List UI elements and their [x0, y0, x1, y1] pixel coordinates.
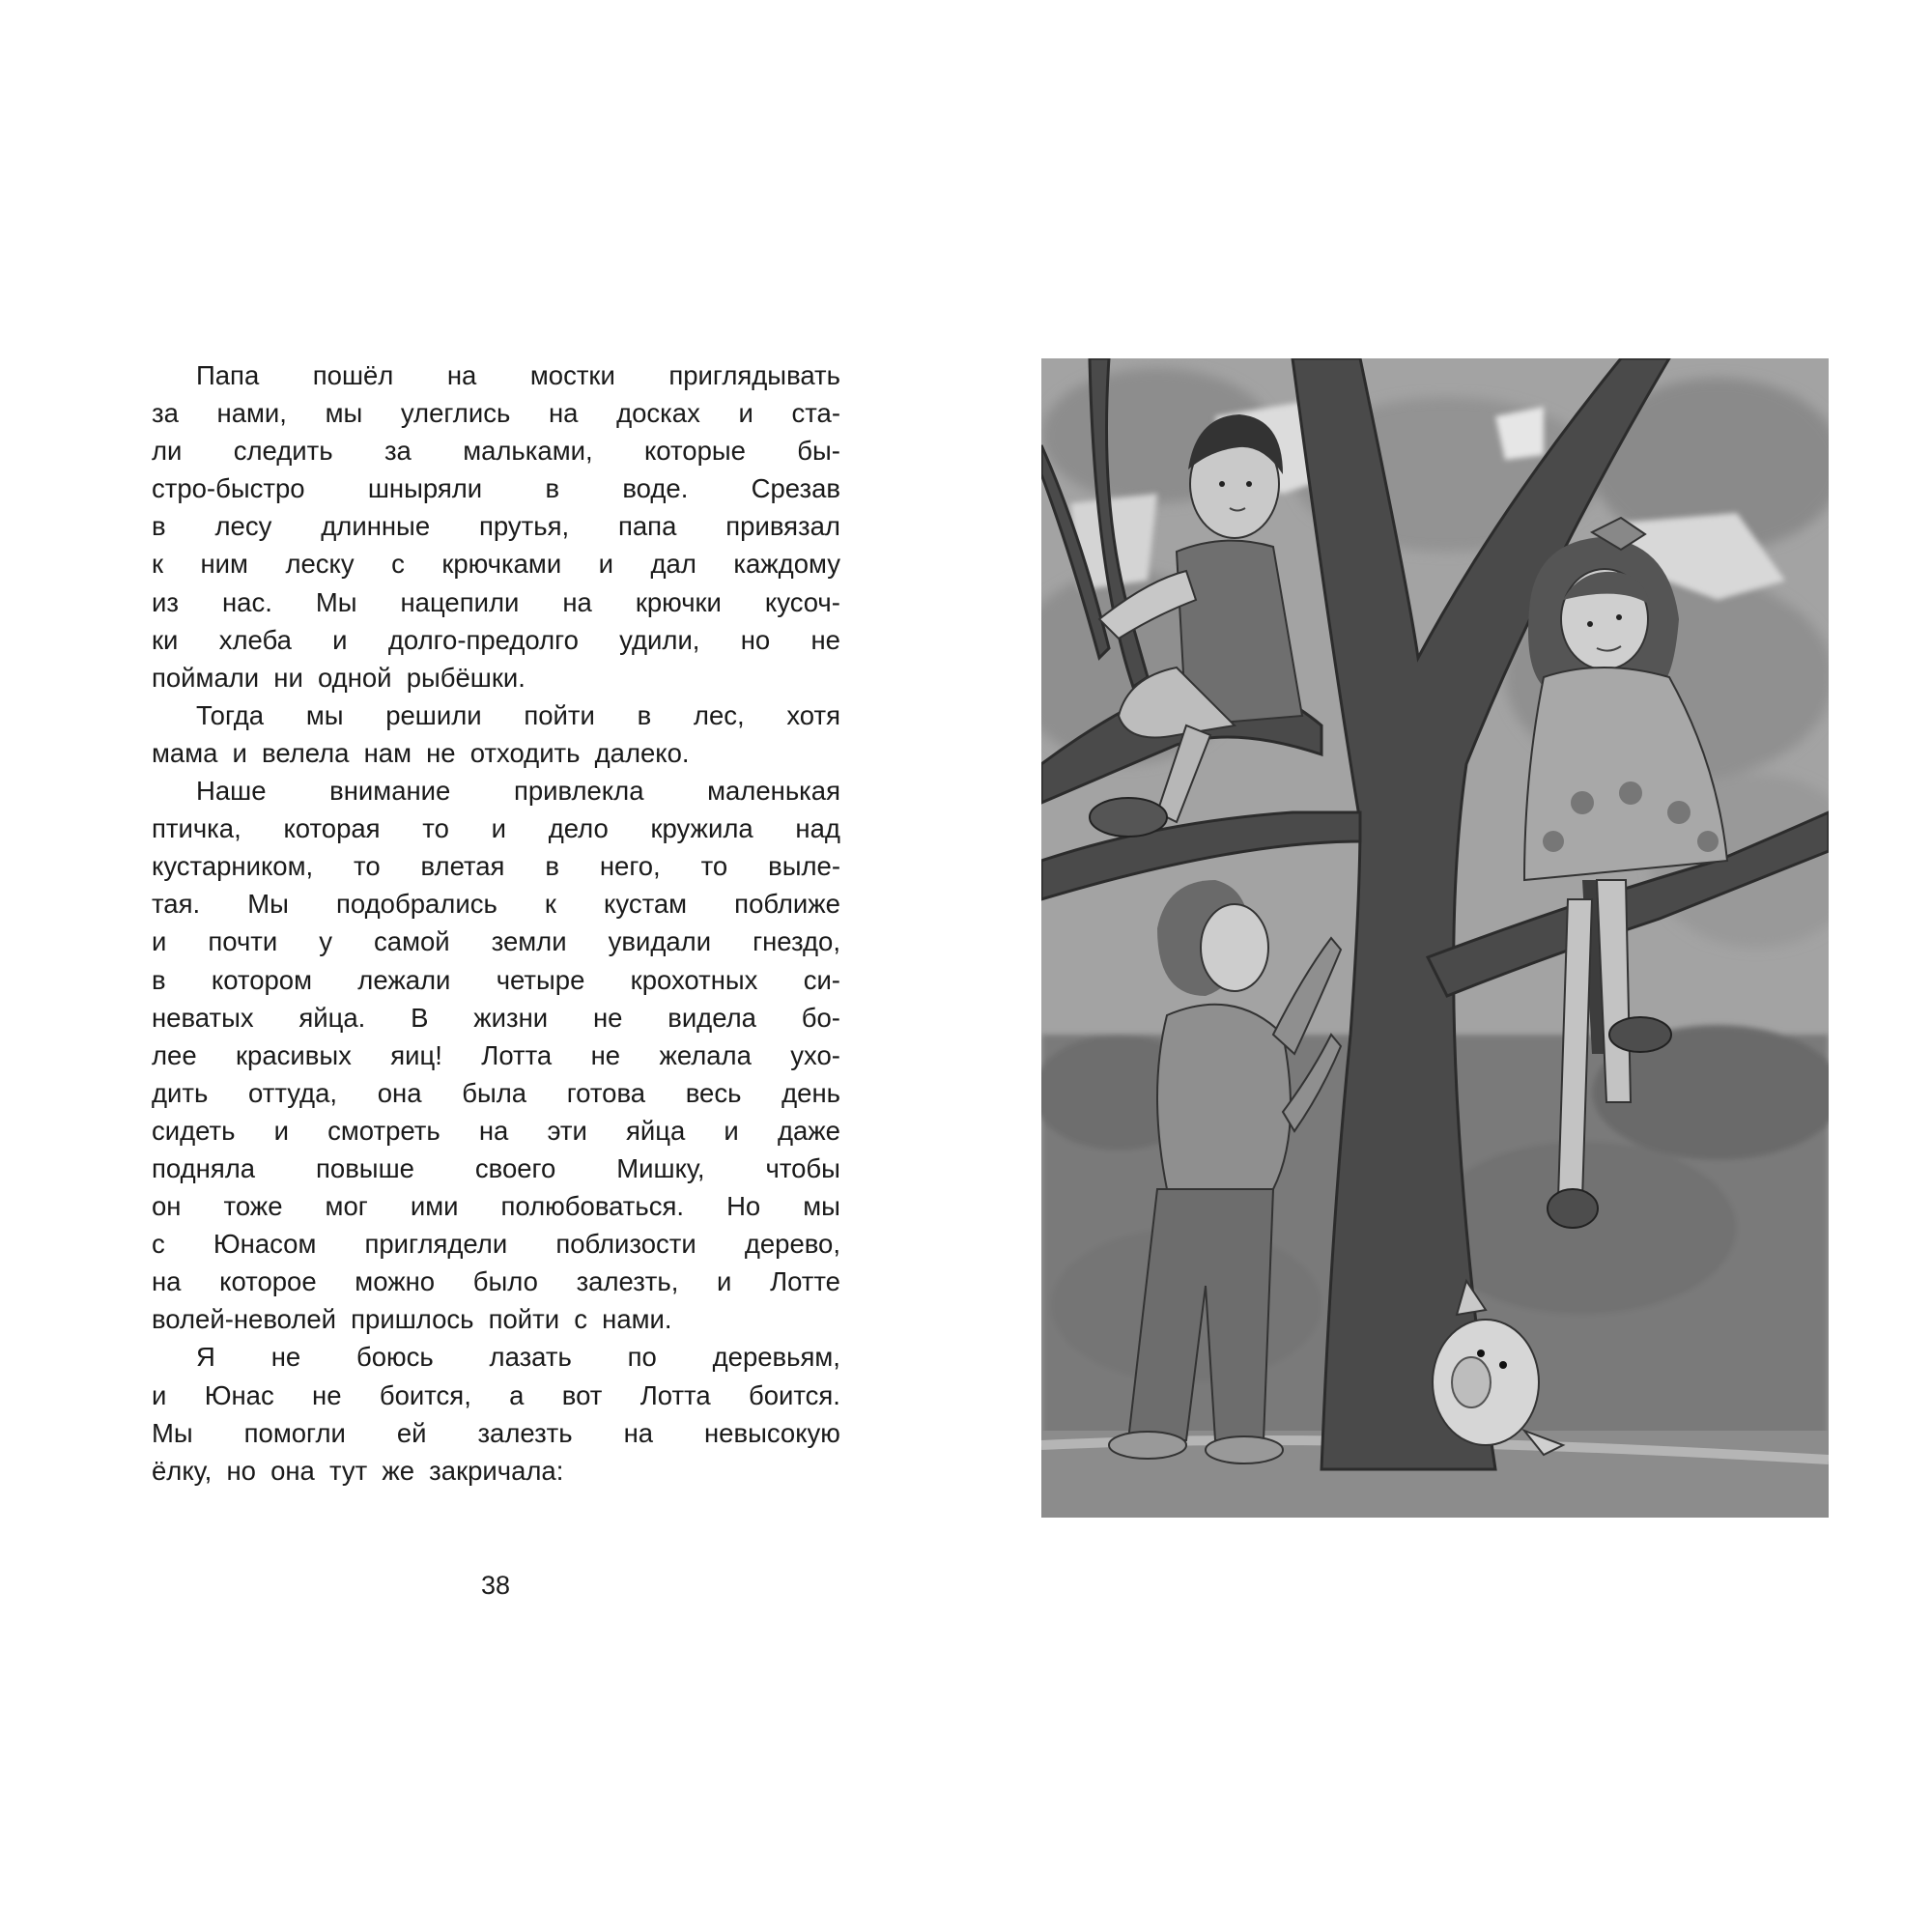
word: на	[478, 1115, 509, 1146]
word: Но	[726, 1191, 761, 1222]
text-line	[152, 810, 840, 847]
word: ими	[410, 1191, 459, 1222]
word: но	[226, 1455, 256, 1486]
word: него,	[599, 851, 661, 882]
word: лесу	[214, 511, 272, 542]
page-number: 38	[480, 1571, 511, 1600]
word: четыре	[496, 964, 585, 995]
illustration-art	[1041, 358, 1829, 1518]
word: пошёл	[312, 360, 394, 390]
word: нас.	[221, 586, 272, 617]
word: волей-неволей	[152, 1304, 337, 1335]
text-line	[152, 621, 840, 659]
word: на	[562, 586, 592, 617]
text-line	[152, 659, 840, 696]
word: и	[232, 737, 247, 768]
word: крючки	[635, 586, 722, 617]
word: кустарником,	[152, 851, 314, 882]
word: то	[422, 813, 449, 844]
text-line	[152, 847, 840, 885]
word: не	[312, 1379, 342, 1410]
word: и	[738, 398, 753, 429]
word: за	[152, 398, 179, 429]
word: стро-быстро	[152, 473, 305, 504]
word: досках	[616, 398, 700, 429]
word: к	[152, 549, 164, 580]
word: хлеба	[218, 624, 292, 655]
word: сидеть	[152, 1115, 236, 1146]
word: каждому	[733, 549, 840, 580]
word: котором	[211, 964, 312, 995]
word: Юнасом	[213, 1229, 317, 1260]
word: увидали	[608, 926, 712, 957]
word: неватых	[152, 1002, 254, 1033]
word: и	[724, 1115, 739, 1146]
text-line	[152, 1414, 840, 1452]
word: подобрались	[336, 889, 497, 920]
word: даже	[777, 1115, 840, 1146]
word: пойти	[488, 1304, 560, 1335]
word: поближе	[734, 889, 840, 920]
word: а	[509, 1379, 525, 1410]
word: Мы	[247, 889, 289, 920]
word: отходить	[469, 737, 581, 768]
word: воде.	[622, 473, 689, 504]
word: и	[491, 813, 506, 844]
word: красивых	[236, 1039, 352, 1070]
word: крохотных	[630, 964, 758, 995]
word: поблизости	[555, 1229, 696, 1260]
word: бо-	[801, 1002, 840, 1033]
word: с	[574, 1304, 588, 1335]
word: и	[152, 926, 167, 957]
word: приглядели	[364, 1229, 508, 1260]
word: за	[384, 436, 412, 467]
word: лежали	[357, 964, 451, 995]
body-text	[152, 356, 840, 1490]
word: на	[623, 1417, 654, 1448]
word: решили	[385, 699, 482, 730]
word: мы	[325, 398, 363, 429]
word: яйца.	[298, 1002, 366, 1033]
word: Мы	[315, 586, 357, 617]
word: лее	[152, 1039, 197, 1070]
word: леску	[285, 549, 355, 580]
word: одной	[317, 662, 392, 693]
illustration	[1041, 358, 1829, 1518]
word: подняла	[152, 1152, 256, 1183]
word: боится.	[748, 1379, 840, 1410]
text-line	[152, 1112, 840, 1150]
word: почти	[208, 926, 278, 957]
word: закричала:	[429, 1455, 564, 1486]
word: Юнас	[204, 1379, 274, 1410]
word: поймали	[152, 662, 260, 693]
word: птичка,	[152, 813, 242, 844]
word: Наше	[196, 776, 267, 807]
word: привязал	[725, 511, 840, 542]
word: далеко.	[594, 737, 690, 768]
word: желала	[659, 1039, 752, 1070]
word: пришлось	[351, 1304, 474, 1335]
word: в	[152, 964, 166, 995]
text-line	[152, 1377, 840, 1414]
text-line	[152, 1300, 840, 1338]
word: влетая	[420, 851, 505, 882]
word: нами,	[216, 398, 287, 429]
word: крючками	[441, 549, 562, 580]
word: она	[270, 1455, 315, 1486]
word: не	[426, 737, 456, 768]
word: внимание	[329, 776, 451, 807]
word: повыше	[316, 1152, 414, 1183]
word: нами.	[602, 1304, 672, 1335]
text-line	[152, 507, 840, 545]
word: не	[810, 624, 840, 655]
word: и	[598, 549, 614, 580]
word: и	[332, 624, 348, 655]
text-line	[152, 961, 840, 999]
word: Мишку,	[616, 1152, 705, 1183]
word: лес,	[693, 699, 745, 730]
word: на	[446, 360, 477, 390]
word: бы-	[797, 436, 840, 467]
text-line	[152, 772, 840, 810]
word: в	[637, 699, 652, 730]
word: на	[152, 1266, 182, 1297]
word: мы	[305, 699, 344, 730]
word: Я	[196, 1342, 215, 1373]
word: мостки	[529, 360, 615, 390]
word: кустам	[604, 889, 688, 920]
word: на	[548, 398, 579, 429]
text-line	[152, 394, 840, 432]
word: деревьям,	[712, 1342, 840, 1373]
word: Тогда	[196, 699, 265, 730]
text-line	[152, 696, 840, 734]
word: ей	[396, 1417, 427, 1448]
word: невысокую	[704, 1417, 840, 1448]
word: была	[462, 1077, 527, 1108]
word: прутья,	[479, 511, 570, 542]
word: мама	[152, 737, 218, 768]
word: Папа	[196, 360, 260, 390]
word: по	[627, 1342, 657, 1373]
word: кружила	[650, 813, 753, 844]
word: вот	[561, 1379, 603, 1410]
word: не	[590, 1039, 621, 1070]
word: дить	[152, 1077, 209, 1108]
word: В	[411, 1002, 429, 1033]
word: лазать	[489, 1342, 572, 1373]
word: Срезав	[751, 473, 840, 504]
word: шныряли	[367, 473, 483, 504]
word: мы	[803, 1191, 840, 1222]
word: кусоч-	[764, 586, 840, 617]
text-line	[152, 999, 840, 1037]
text-line	[152, 734, 840, 772]
word: ни	[273, 662, 303, 693]
word: маленькая	[707, 776, 840, 807]
word: гнездо,	[753, 926, 840, 957]
text-line	[152, 1150, 840, 1187]
word: полюбоваться.	[500, 1191, 685, 1222]
word: боюсь	[355, 1342, 434, 1373]
word: помогли	[243, 1417, 346, 1448]
word: которые	[643, 436, 746, 467]
word: которая	[283, 813, 381, 844]
word: ли	[152, 436, 183, 467]
text-line	[152, 1338, 840, 1376]
word: хотя	[786, 699, 840, 730]
word: яиц!	[390, 1039, 442, 1070]
word: смотреть	[327, 1115, 440, 1146]
word: дал	[650, 549, 696, 580]
word: было	[472, 1266, 538, 1297]
word: Лотта	[481, 1039, 553, 1070]
word: эти	[547, 1115, 587, 1146]
word: ухо-	[790, 1039, 840, 1070]
text-line	[152, 1452, 840, 1490]
word: следить	[233, 436, 333, 467]
word: у	[319, 926, 333, 957]
word: долго-предолго	[387, 624, 579, 655]
word: ки	[152, 624, 179, 655]
word: и	[717, 1266, 732, 1297]
word: длинные	[321, 511, 431, 542]
word: тоже	[223, 1191, 283, 1222]
word: то	[700, 851, 728, 882]
word: с	[391, 549, 405, 580]
text-line	[152, 1225, 840, 1263]
word: не	[270, 1342, 301, 1373]
word: над	[795, 813, 840, 844]
text-line	[152, 432, 840, 469]
word: тая.	[152, 889, 201, 920]
word: готова	[566, 1077, 646, 1108]
word: к	[544, 889, 556, 920]
word: своего	[474, 1152, 556, 1183]
word: выле-	[768, 851, 840, 882]
word: и	[273, 1115, 289, 1146]
word: оттуда,	[248, 1077, 338, 1108]
word: из	[152, 586, 179, 617]
word: в	[545, 473, 560, 504]
word: ёлку,	[152, 1455, 213, 1486]
word: приглядывать	[668, 360, 840, 390]
word: ста-	[791, 398, 840, 429]
text-line	[152, 885, 840, 923]
word: удили,	[619, 624, 700, 655]
word: мог	[325, 1191, 368, 1222]
word: нам	[363, 737, 412, 768]
word: дело	[548, 813, 609, 844]
word: которое	[219, 1266, 317, 1297]
word: в	[545, 851, 559, 882]
word: и	[152, 1379, 167, 1410]
word: с	[152, 1229, 165, 1260]
word: можно	[355, 1266, 436, 1297]
text-line	[152, 356, 840, 394]
word: земли	[491, 926, 567, 957]
word: весь	[685, 1077, 742, 1108]
word: то	[354, 851, 381, 882]
text-line	[152, 1263, 840, 1300]
word: пойти	[524, 699, 595, 730]
word: видела	[668, 1002, 756, 1033]
word: дерево,	[744, 1229, 840, 1260]
word: жизни	[473, 1002, 549, 1033]
word: си-	[803, 964, 840, 995]
word: но	[740, 624, 771, 655]
word: рыбёшки.	[406, 662, 526, 693]
text-line	[152, 923, 840, 960]
word: день	[781, 1077, 840, 1108]
word: она	[377, 1077, 422, 1108]
word: нацепили	[400, 586, 520, 617]
text-line	[152, 545, 840, 582]
word: в	[152, 511, 166, 542]
text-line	[152, 1074, 840, 1112]
word: не	[592, 1002, 623, 1033]
word: велела	[262, 737, 350, 768]
word: самой	[374, 926, 450, 957]
word: боится,	[379, 1379, 471, 1410]
word: тут	[328, 1455, 368, 1486]
word: он	[152, 1191, 182, 1222]
text-line	[152, 469, 840, 507]
word: залезть	[477, 1417, 573, 1448]
text-line	[152, 583, 840, 621]
word: Лотта	[639, 1379, 711, 1410]
word: мальками,	[463, 436, 593, 467]
word: залезть,	[576, 1266, 679, 1297]
word: яйца	[625, 1115, 686, 1146]
word: Лотте	[770, 1266, 840, 1297]
text-line	[152, 1187, 840, 1225]
text-line	[152, 1037, 840, 1074]
word: папа	[618, 511, 677, 542]
word: же	[382, 1455, 415, 1486]
word: улеглись	[400, 398, 511, 429]
word: Мы	[152, 1417, 193, 1448]
word: чтобы	[765, 1152, 840, 1183]
word: привлекла	[513, 776, 644, 807]
word: ним	[200, 549, 248, 580]
